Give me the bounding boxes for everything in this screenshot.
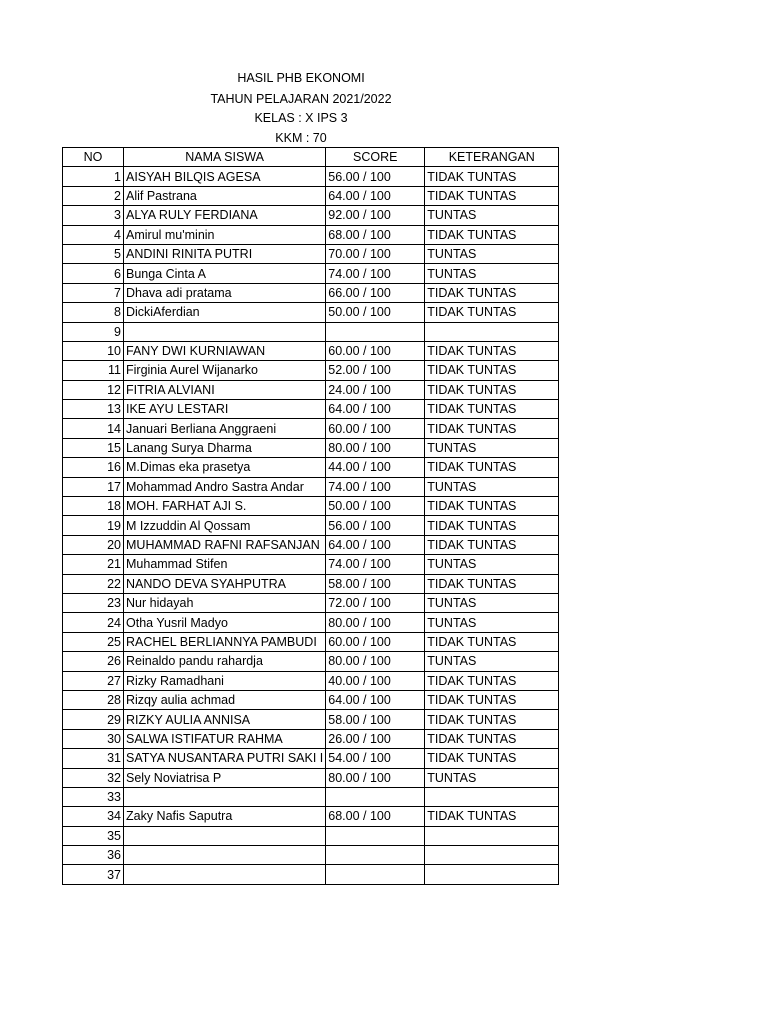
cell-name: ALYA RULY FERDIANA <box>124 206 326 225</box>
cell-score: 60.00 / 100 <box>326 632 425 651</box>
cell-status: TIDAK TUNTAS <box>425 671 559 690</box>
cell-score: 66.00 / 100 <box>326 283 425 302</box>
cell-score: 70.00 / 100 <box>326 244 425 263</box>
table-row <box>63 846 559 865</box>
table-row <box>63 632 559 651</box>
cell-score: 64.00 / 100 <box>326 690 425 709</box>
cell-name: Mohammad Andro Sastra Andar <box>124 477 326 496</box>
cell-name: Dhava adi pratama <box>124 283 326 302</box>
cell-name: Amirul mu'minin <box>124 225 326 244</box>
cell-no: 15 <box>63 438 124 457</box>
cell-status: TIDAK TUNTAS <box>425 807 559 826</box>
cell-name: DickiAferdian <box>124 303 326 322</box>
cell-score: 74.00 / 100 <box>326 555 425 574</box>
cell-status: TUNTAS <box>425 652 559 671</box>
table-row <box>63 244 559 263</box>
cell-name: Firginia Aurel Wijanarko <box>124 361 326 380</box>
cell-status: TIDAK TUNTAS <box>425 632 559 651</box>
cell-name: Reinaldo pandu rahardja <box>124 652 326 671</box>
cell-score <box>326 826 425 845</box>
cell-status <box>425 787 559 806</box>
table-row <box>63 865 559 884</box>
cell-score: 26.00 / 100 <box>326 729 425 748</box>
cell-name: Alif Pastrana <box>124 186 326 205</box>
cell-status: TIDAK TUNTAS <box>425 361 559 380</box>
table-row <box>63 283 559 302</box>
cell-name: RIZKY AULIA ANNISA <box>124 710 326 729</box>
cell-no: 3 <box>63 206 124 225</box>
cell-name: Bunga Cinta A <box>124 264 326 283</box>
cell-score <box>326 846 425 865</box>
header-score: SCORE <box>326 148 425 167</box>
table-row <box>63 438 559 457</box>
cell-no: 13 <box>63 400 124 419</box>
cell-score: 56.00 / 100 <box>326 167 425 186</box>
table-row <box>63 593 559 612</box>
cell-score: 64.00 / 100 <box>326 400 425 419</box>
cell-status: TIDAK TUNTAS <box>425 574 559 593</box>
cell-name: M.Dimas eka prasetya <box>124 458 326 477</box>
cell-status: TIDAK TUNTAS <box>425 341 559 360</box>
cell-status: TUNTAS <box>425 264 559 283</box>
cell-score: 80.00 / 100 <box>326 768 425 787</box>
table-row <box>63 787 559 806</box>
cell-no: 4 <box>63 225 124 244</box>
cell-no: 29 <box>63 710 124 729</box>
cell-name <box>124 322 326 341</box>
cell-name: Nur hidayah <box>124 593 326 612</box>
cell-name: SALWA ISTIFATUR RAHMA <box>124 729 326 748</box>
cell-no: 7 <box>63 283 124 302</box>
header-no: NO <box>63 148 124 167</box>
table-row <box>63 419 559 438</box>
cell-no: 32 <box>63 768 124 787</box>
cell-score: 40.00 / 100 <box>326 671 425 690</box>
cell-status: TIDAK TUNTAS <box>425 710 559 729</box>
cell-score: 64.00 / 100 <box>326 535 425 554</box>
cell-score: 80.00 / 100 <box>326 613 425 632</box>
cell-no: 30 <box>63 729 124 748</box>
cell-status: TIDAK TUNTAS <box>425 303 559 322</box>
table-header-row <box>63 148 559 167</box>
cell-score: 80.00 / 100 <box>326 652 425 671</box>
cell-no: 2 <box>63 186 124 205</box>
header-status: KETERANGAN <box>425 148 559 167</box>
cell-status: TUNTAS <box>425 206 559 225</box>
table-row <box>63 671 559 690</box>
cell-status <box>425 322 559 341</box>
cell-status: TIDAK TUNTAS <box>425 283 559 302</box>
table-row <box>63 652 559 671</box>
cell-name: ANDINI RINITA PUTRI <box>124 244 326 263</box>
cell-score: 54.00 / 100 <box>326 749 425 768</box>
cell-no: 26 <box>63 652 124 671</box>
cell-score: 60.00 / 100 <box>326 419 425 438</box>
cell-no: 35 <box>63 826 124 845</box>
cell-score: 68.00 / 100 <box>326 807 425 826</box>
table-row <box>63 690 559 709</box>
cell-name: Muhammad Stifen <box>124 555 326 574</box>
cell-status: TUNTAS <box>425 593 559 612</box>
table-row <box>63 458 559 477</box>
cell-score: 52.00 / 100 <box>326 361 425 380</box>
table-row <box>63 206 559 225</box>
cell-status: TIDAK TUNTAS <box>425 749 559 768</box>
cell-no: 17 <box>63 477 124 496</box>
cell-no: 33 <box>63 787 124 806</box>
cell-score: 72.00 / 100 <box>326 593 425 612</box>
table-row <box>63 826 559 845</box>
report-title: HASIL PHB EKONOMI <box>237 71 365 85</box>
cell-status: TIDAK TUNTAS <box>425 458 559 477</box>
cell-name: Januari Berliana Anggraeni <box>124 419 326 438</box>
cell-score: 80.00 / 100 <box>326 438 425 457</box>
cell-status: TIDAK TUNTAS <box>425 380 559 399</box>
table-row <box>63 613 559 632</box>
cell-status: TIDAK TUNTAS <box>425 729 559 748</box>
cell-no: 8 <box>63 303 124 322</box>
cell-no: 20 <box>63 535 124 554</box>
table-row <box>63 341 559 360</box>
cell-name: RACHEL BERLIANNYA PAMBUDI <box>124 632 326 651</box>
score-table <box>62 147 559 885</box>
cell-status: TUNTAS <box>425 438 559 457</box>
table-row <box>63 729 559 748</box>
class-label: KELAS : X IPS 3 <box>254 111 348 125</box>
cell-name: AISYAH BILQIS AGESA <box>124 167 326 186</box>
cell-score: 56.00 / 100 <box>326 516 425 535</box>
cell-name <box>124 787 326 806</box>
cell-score: 44.00 / 100 <box>326 458 425 477</box>
cell-name: FITRIA ALVIANI <box>124 380 326 399</box>
cell-no: 24 <box>63 613 124 632</box>
cell-score: 74.00 / 100 <box>326 264 425 283</box>
table-row <box>63 167 559 186</box>
cell-name: NANDO DEVA SYAHPUTRA <box>124 574 326 593</box>
cell-name <box>124 826 326 845</box>
table-row <box>63 574 559 593</box>
table-row <box>63 380 559 399</box>
cell-name: MUHAMMAD RAFNI RAFSANJAN <box>124 535 326 554</box>
cell-score: 74.00 / 100 <box>326 477 425 496</box>
cell-status <box>425 826 559 845</box>
cell-no: 18 <box>63 497 124 516</box>
cell-name: FANY DWI KURNIAWAN <box>124 341 326 360</box>
cell-status: TIDAK TUNTAS <box>425 186 559 205</box>
cell-status <box>425 846 559 865</box>
cell-no: 22 <box>63 574 124 593</box>
cell-no: 23 <box>63 593 124 612</box>
cell-score: 24.00 / 100 <box>326 380 425 399</box>
table-row <box>63 555 559 574</box>
cell-no: 36 <box>63 846 124 865</box>
table-row <box>63 768 559 787</box>
cell-name <box>124 846 326 865</box>
cell-status: TUNTAS <box>425 768 559 787</box>
table-row <box>63 303 559 322</box>
cell-no: 21 <box>63 555 124 574</box>
cell-no: 27 <box>63 671 124 690</box>
cell-name <box>124 865 326 884</box>
cell-no: 19 <box>63 516 124 535</box>
cell-status: TUNTAS <box>425 244 559 263</box>
cell-status: TIDAK TUNTAS <box>425 535 559 554</box>
cell-no: 11 <box>63 361 124 380</box>
cell-no: 34 <box>63 807 124 826</box>
cell-score: 58.00 / 100 <box>326 710 425 729</box>
cell-name: M Izzuddin Al Qossam <box>124 516 326 535</box>
cell-no: 5 <box>63 244 124 263</box>
cell-no: 37 <box>63 865 124 884</box>
cell-score: 58.00 / 100 <box>326 574 425 593</box>
cell-score: 50.00 / 100 <box>326 497 425 516</box>
cell-no: 12 <box>63 380 124 399</box>
cell-no: 14 <box>63 419 124 438</box>
table-row <box>63 535 559 554</box>
cell-no: 10 <box>63 341 124 360</box>
cell-no: 1 <box>63 167 124 186</box>
cell-name: SATYA NUSANTARA PUTRI SAKI I <box>124 749 326 768</box>
table-row <box>63 264 559 283</box>
cell-name: Lanang Surya Dharma <box>124 438 326 457</box>
cell-status: TUNTAS <box>425 613 559 632</box>
cell-status: TIDAK TUNTAS <box>425 400 559 419</box>
cell-score: 92.00 / 100 <box>326 206 425 225</box>
cell-no: 25 <box>63 632 124 651</box>
cell-score <box>326 322 425 341</box>
cell-name: IKE AYU LESTARI <box>124 400 326 419</box>
table-row <box>63 749 559 768</box>
cell-name: Rizky Ramadhani <box>124 671 326 690</box>
cell-status: TIDAK TUNTAS <box>425 690 559 709</box>
cell-status: TIDAK TUNTAS <box>425 225 559 244</box>
table-row <box>63 497 559 516</box>
cell-score: 68.00 / 100 <box>326 225 425 244</box>
cell-name: Otha Yusril Madyo <box>124 613 326 632</box>
table-row <box>63 477 559 496</box>
table-row <box>63 516 559 535</box>
cell-name: Rizqy aulia achmad <box>124 690 326 709</box>
table-row <box>63 807 559 826</box>
cell-no: 28 <box>63 690 124 709</box>
table-row <box>63 322 559 341</box>
kkm-label: KKM : 70 <box>275 131 327 145</box>
cell-name: MOH. FARHAT AJI S. <box>124 497 326 516</box>
cell-name: Sely Noviatrisa P <box>124 768 326 787</box>
cell-status: TIDAK TUNTAS <box>425 516 559 535</box>
academic-year: TAHUN PELAJARAN 2021/2022 <box>210 92 392 106</box>
cell-no: 31 <box>63 749 124 768</box>
cell-score: 50.00 / 100 <box>326 303 425 322</box>
cell-score: 60.00 / 100 <box>326 341 425 360</box>
cell-status: TUNTAS <box>425 555 559 574</box>
cell-score <box>326 865 425 884</box>
cell-no: 6 <box>63 264 124 283</box>
cell-status: TIDAK TUNTAS <box>425 167 559 186</box>
table-row <box>63 225 559 244</box>
table-row <box>63 710 559 729</box>
cell-no: 9 <box>63 322 124 341</box>
cell-no: 16 <box>63 458 124 477</box>
cell-status: TUNTAS <box>425 477 559 496</box>
table-row <box>63 400 559 419</box>
header-name: NAMA SISWA <box>124 148 326 167</box>
cell-score: 64.00 / 100 <box>326 186 425 205</box>
cell-score <box>326 787 425 806</box>
cell-status: TIDAK TUNTAS <box>425 497 559 516</box>
table-row <box>63 186 559 205</box>
cell-name: Zaky Nafis Saputra <box>124 807 326 826</box>
cell-status <box>425 865 559 884</box>
cell-status: TIDAK TUNTAS <box>425 419 559 438</box>
table-row <box>63 361 559 380</box>
